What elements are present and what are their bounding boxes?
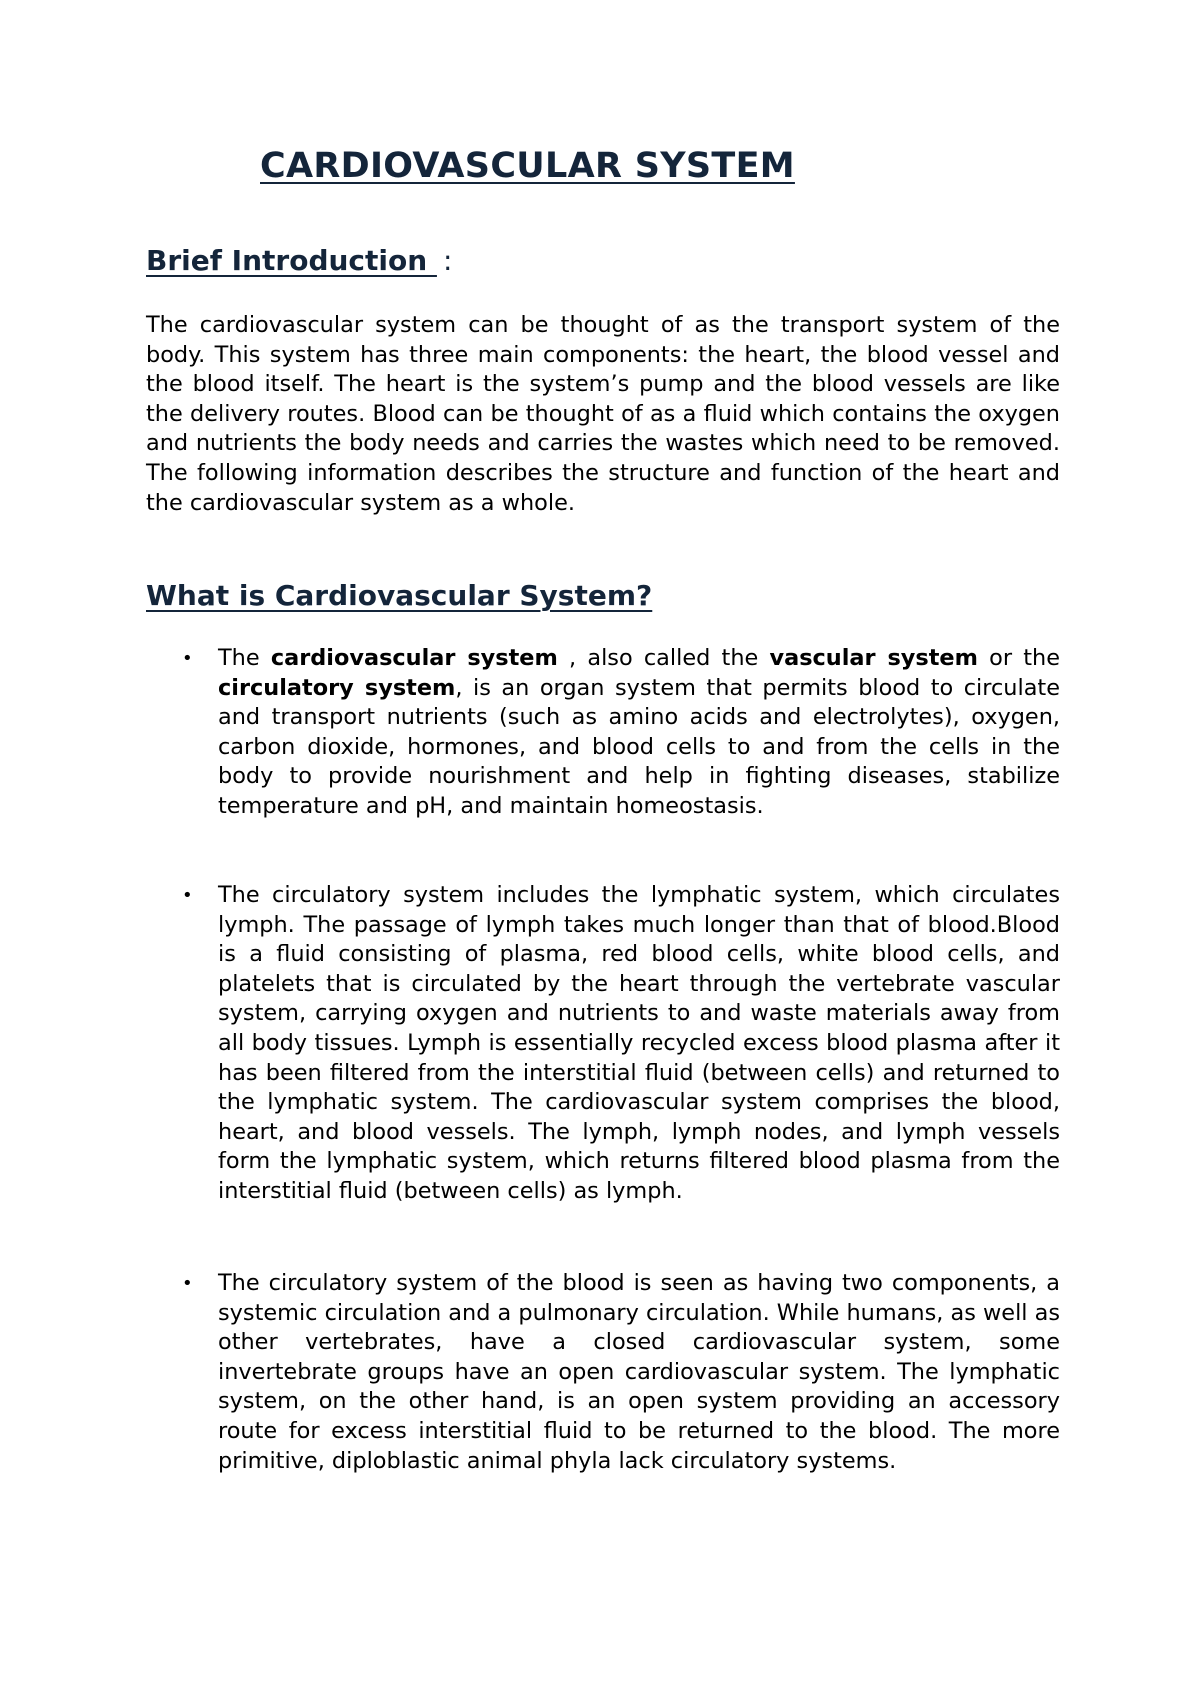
bullet-text-1 [218, 645, 1060, 819]
bullet-item-3 [146, 1269, 1060, 1476]
bullet-icon: • [182, 885, 193, 906]
intro-paragraph: The cardiovascular system can be thought of as the transport system of the body. This system has three main components: the heart, the blood vessel and the blood itself. The heart is the system’s pump and the blood vessels are like the delivery routes. Blood can be thought of as a fluid which contains the oxygen and nutrients the body needs and carries the wastes which need to be removed. The following information describes the structure and function of the heart and the cardiovascular system as a whole. [146, 312, 1060, 516]
bullet-text-part: or the [977, 645, 1061, 671]
bold-term-vascular-system: vascular system [769, 645, 978, 671]
bullet-item-1 [146, 644, 1060, 822]
bullet-text-3: The circulatory system of the blood is seen as having two components, a systemic circulation and a pulmonary circulation. While humans, as well as other vertebrates, have a closed cardiovascular system, some invertebrate groups have an open cardiovascular system. The lymphatic system, on the other hand, is an open system providing an accessory route for excess interstitial fluid to be returned to the blood. The more primitive, diploblastic animal phyla lack circulatory systems. [218, 1270, 1061, 1474]
section-heading-text: What is Cardiovascular System? [146, 579, 653, 612]
section-heading-colon: : [442, 244, 453, 277]
document-title: CARDIOVASCULAR SYSTEM [260, 146, 795, 186]
bullet-text-2: The circulatory system includes the lymphatic system, which circulates lymph. The passage of lymph takes much longer than that of blood.Blood is a fluid consisting of plasma, red blood cells, white blood cells, and platelets that is circulated by the heart through the vertebrate vascular system, carrying oxygen and nutrients to and waste materials away from all body tissues. Lymph is essentially recycled excess blood plasma after it has been filtered from the interstitial fluid (between cells) and returned to the lymphatic system. The cardiovascular system comprises the blood, heart, and blood vessels. The lymph, lymph nodes, and lymph vessels form the lymphatic system, which returns filtered blood plasma from the interstitial fluid (between cells) as lymph. [218, 882, 1060, 1204]
section-heading-text: Brief Introduction [146, 244, 437, 277]
bullet-icon: • [182, 1273, 193, 1294]
bold-term-circulatory-system: circulatory system [218, 674, 456, 701]
bullet-item-2 [146, 881, 1060, 1207]
bullet-text-part: , is an organ system that permits blood to circulate and transport nutrients (such as amino acids and electrolytes), oxygen, carbon dioxide, hormones, and blood cells to and from the cells in the body to provide nourishment and help in fighting diseases, stabilize temperature and pH, and maintain homeostasis. [218, 674, 1060, 819]
bullet-text-part: The [218, 645, 271, 671]
bullet-icon: • [182, 648, 193, 669]
bold-term-cardiovascular-system: cardiovascular system [270, 645, 558, 671]
section-heading-brief-introduction [146, 244, 452, 277]
bullet-text-part: , also called the [557, 645, 770, 671]
section-heading-what-is-cardiovascular-system [146, 579, 652, 612]
